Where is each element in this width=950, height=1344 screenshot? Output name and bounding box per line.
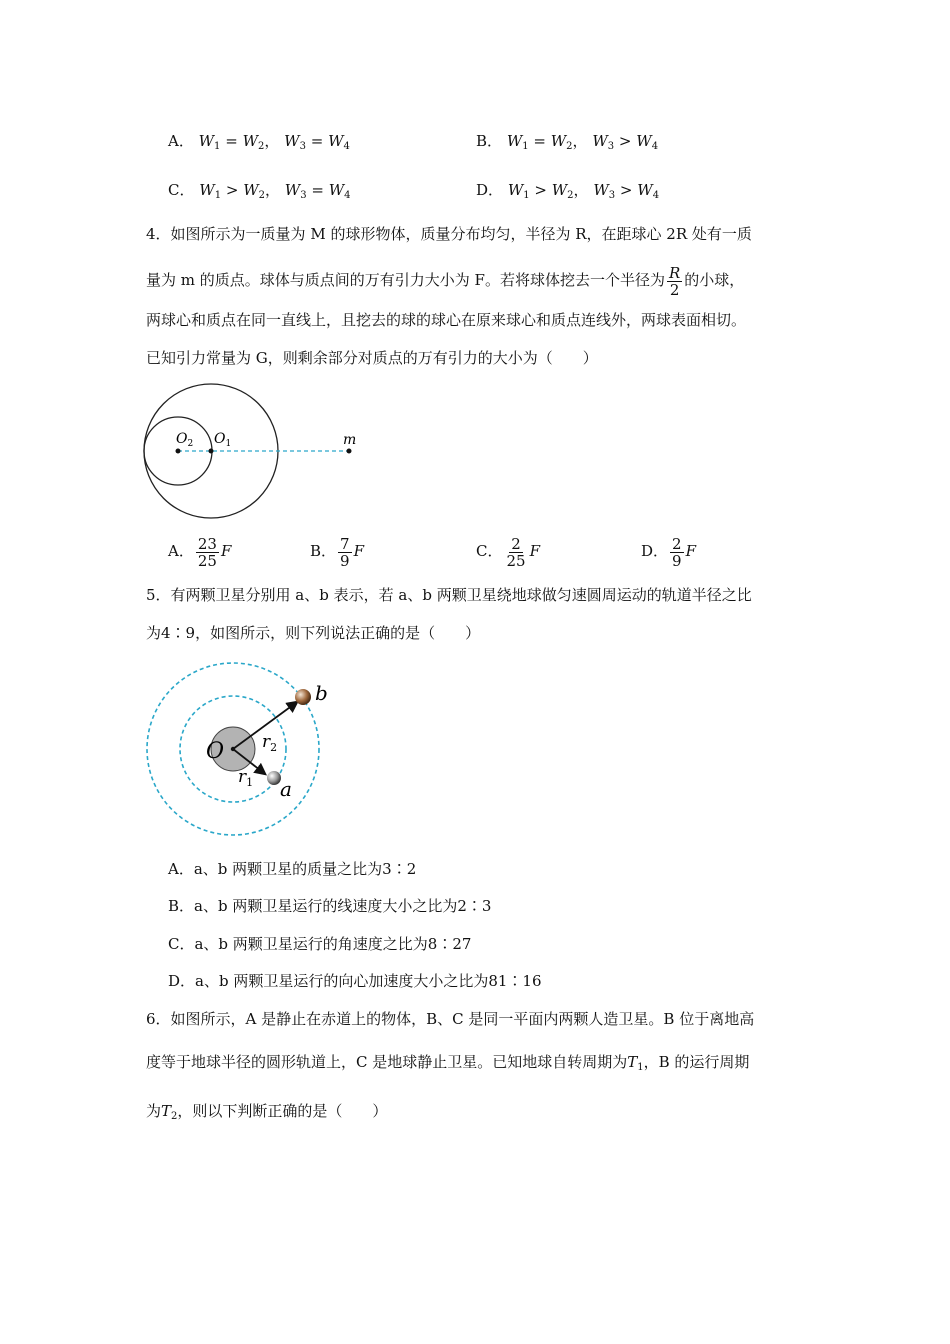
q4-option-a: A． $\frac{23}{25}$ F [168, 534, 232, 570]
q5-option-d: D．a、b 两颗卫星运行的向心加速度大小之比为81∶16 [168, 972, 542, 990]
q5-option-a: A．a、b 两颗卫星的质量之比为3∶2 [168, 860, 417, 878]
m-label: m [343, 432, 357, 448]
q4-line-4: 已知引力常量为 G，则剩余部分对质点的万有引力的大小为（ ） [146, 349, 598, 367]
a-label: a [280, 777, 292, 801]
q3-option-d: D． $W_1 > W_2$， $W_3 > W_4$ [476, 181, 660, 201]
q5-figure [140, 660, 340, 840]
q4-line-2: 量为 m 的质点。球体与质点间的万有引力大小为 F。若将球体挖去一个半径为 $\frac{R}{2}$ 的小球， [146, 263, 745, 299]
q4-line-3: 两球心和质点在同一直线上，且挖去的球的球心在原来球心和质点连线外，两球表面相切。 [146, 311, 747, 329]
q5-line-2: 为4∶9，如图所示，则下列说法正确的是（ ） [146, 624, 481, 642]
q3-option-b: B． $W_1 = W_2$， $W_3 > W_4$ [476, 132, 659, 152]
o2-label: $O_2$ [176, 431, 194, 449]
q3-option-c: C． $W_1 > W_2$， $W_3 = W_4$ [168, 181, 351, 201]
satellite-b-icon [295, 689, 311, 705]
q5-option-b: B．a、b 两颗卫星运行的线速度大小之比为2∶3 [168, 897, 492, 915]
q4-option-d: D． $\frac{2}{9}$ F [641, 534, 696, 570]
q6-line-3: 为$T_2$，则以下判断正确的是（ ） [146, 1102, 388, 1122]
m-point [347, 449, 352, 454]
q4-figure [138, 380, 378, 525]
q4-option-b: B． $\frac{7}{9}$ F [310, 534, 364, 570]
r2-label: $r_2$ [262, 732, 278, 754]
r1-label: $r_1$ [238, 767, 254, 789]
o-label: O [206, 739, 225, 764]
q5-option-c: C．a、b 两颗卫星运行的角速度之比为8∶27 [168, 935, 472, 953]
q3-option-a: A． $W_1 = W_2$， $W_3 = W_4$ [168, 132, 350, 152]
o1-point [209, 449, 214, 454]
q4-line-1: 4．如图所示为一质量为 M 的球形物体，质量分布均匀，半径为 R，在距球心 2R 处有一质 [146, 225, 752, 243]
q6-line-2: 度等于地球半径的圆形轨道上，C 是地球静止卫星。已知地球自转周期为$T_1$，B 的运行周期 [146, 1053, 750, 1073]
fraction-r-over-2: $\frac{R}{2}$ [668, 263, 681, 299]
q4-option-c: C． $\frac{2}{25}$ F [476, 534, 540, 570]
q5-line-1: 5．有两颗卫星分别用 a、b 表示，若 a、b 两颗卫星绕地球做匀速圆周运动的轨道半径之比 [146, 586, 752, 604]
b-label: b [315, 681, 328, 705]
o1-label: $O_1$ [214, 431, 232, 449]
satellite-a-icon [267, 771, 281, 785]
o2-point [176, 449, 181, 454]
q6-line-1: 6．如图所示，A 是静止在赤道上的物体，B、C 是同一平面内两颗人造卫星。B 位于离地高 [146, 1010, 755, 1028]
